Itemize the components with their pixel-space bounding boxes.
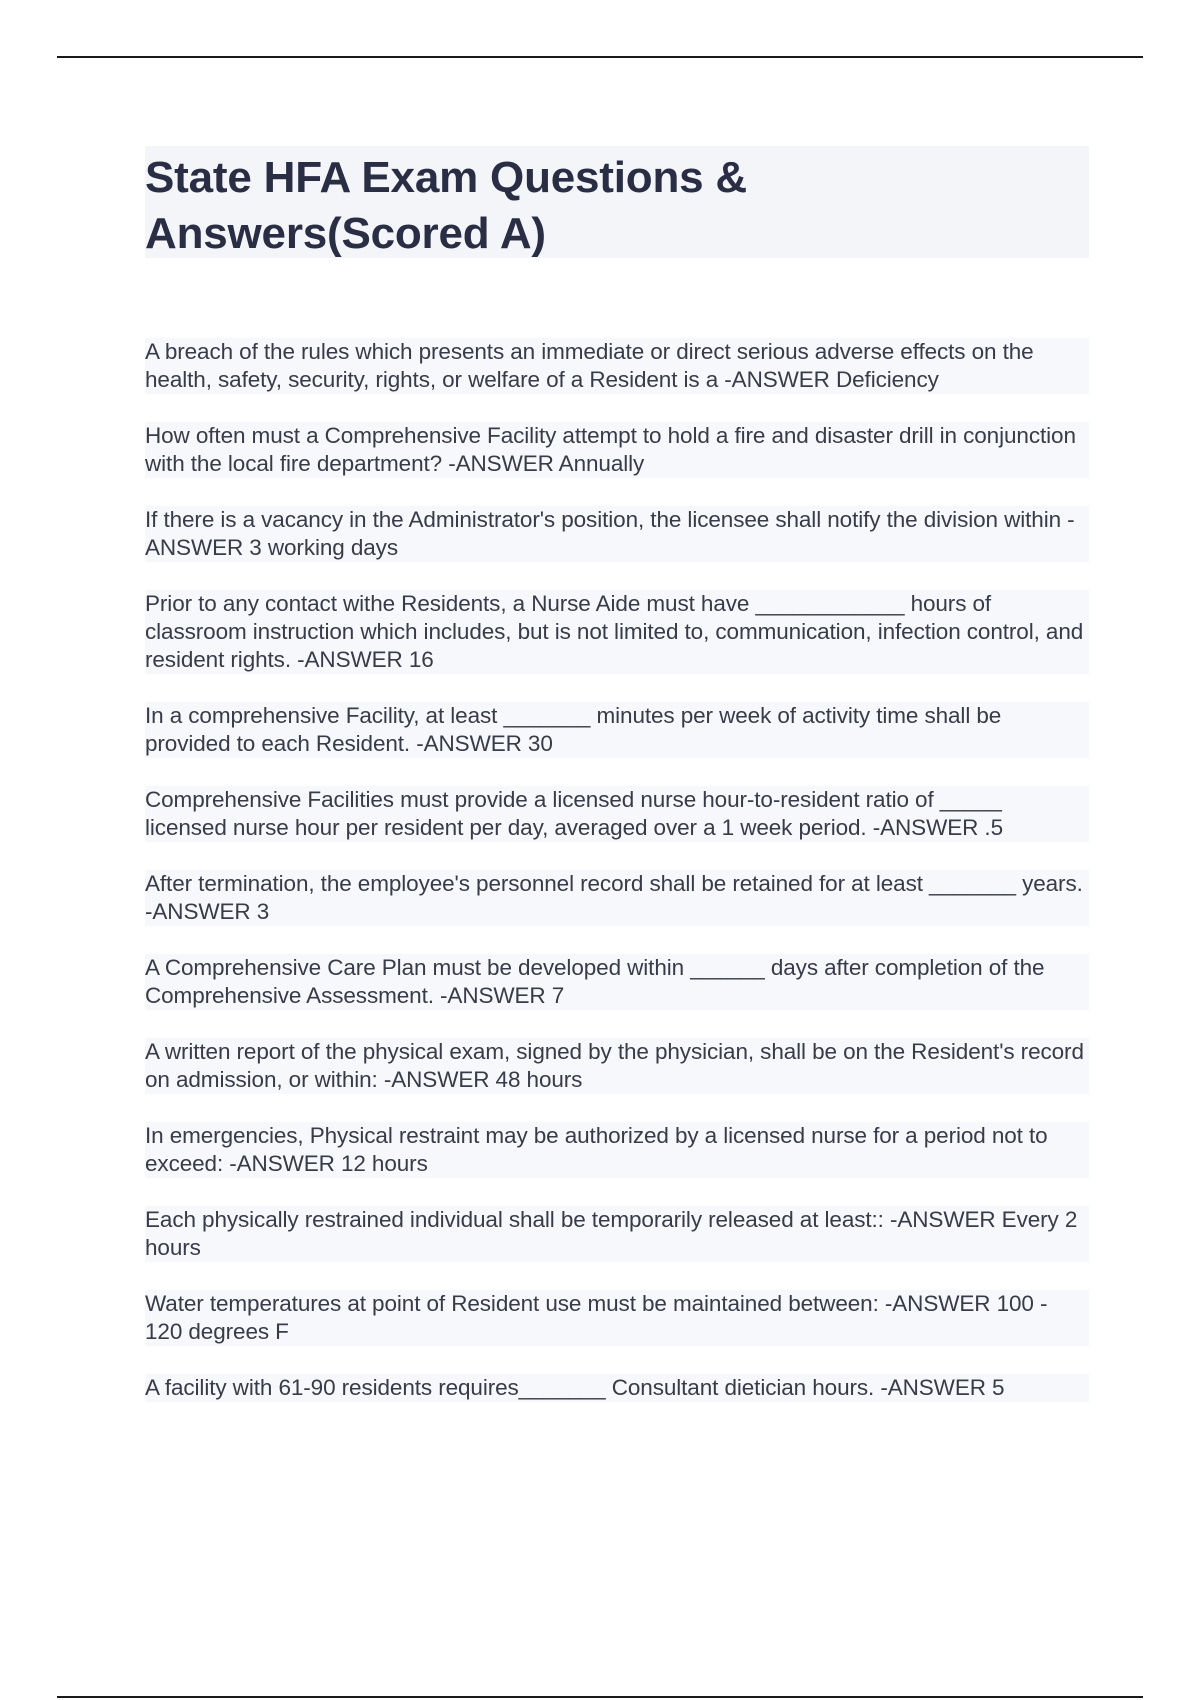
- qa-item: Water temperatures at point of Resident use must be maintained between: -ANSWER 100 - 120 degrees F: [145, 1290, 1089, 1346]
- qa-item: A written report of the physical exam, signed by the physician, shall be on the Resident's record on admission, or within: -ANSWER 48 hours: [145, 1038, 1089, 1094]
- qa-item: A Comprehensive Care Plan must be developed within ______ days after completion of the Comprehensive Assessment. -ANSWER 7: [145, 954, 1089, 1010]
- qa-item: A breach of the rules which presents an immediate or direct serious adverse effects on the health, safety, security, rights, or welfare of a Resident is a -ANSWER Deficiency: [145, 338, 1089, 394]
- top-rule: [57, 56, 1143, 58]
- qa-list: [145, 338, 1089, 1430]
- qa-item: In a comprehensive Facility, at least _______ minutes per week of activity time shall be provided to each Resident. -ANSWER 30: [145, 702, 1089, 758]
- qa-item: How often must a Comprehensive Facility attempt to hold a fire and disaster drill in conjunction with the local fire department? -ANSWER Annually: [145, 422, 1089, 478]
- qa-item: A facility with 61-90 residents requires_______ Consultant dietician hours. -ANSWER 5: [145, 1374, 1089, 1402]
- bottom-rule: [57, 1696, 1143, 1698]
- qa-item: Each physically restrained individual shall be temporarily released at least:: -ANSWER Every 2 hours: [145, 1206, 1089, 1262]
- qa-item: After termination, the employee's personnel record shall be retained for at least _______ years. -ANSWER 3: [145, 870, 1089, 926]
- document-title: State HFA Exam Questions & Answers(Scored A): [145, 153, 747, 258]
- title-block: [145, 146, 1089, 258]
- qa-item: Prior to any contact withe Residents, a Nurse Aide must have ____________ hours of classroom instruction which includes, but is not limited to, communication, infection control, and resident rights. -ANSWER 16: [145, 590, 1089, 674]
- qa-item: If there is a vacancy in the Administrator's position, the licensee shall notify the division within -ANSWER 3 working days: [145, 506, 1089, 562]
- qa-item: In emergencies, Physical restraint may be authorized by a licensed nurse for a period not to exceed: -ANSWER 12 hours: [145, 1122, 1089, 1178]
- qa-item: Comprehensive Facilities must provide a licensed nurse hour-to-resident ratio of _____ licensed nurse hour per resident per day, averaged over a 1 week period. -ANSWER .5: [145, 786, 1089, 842]
